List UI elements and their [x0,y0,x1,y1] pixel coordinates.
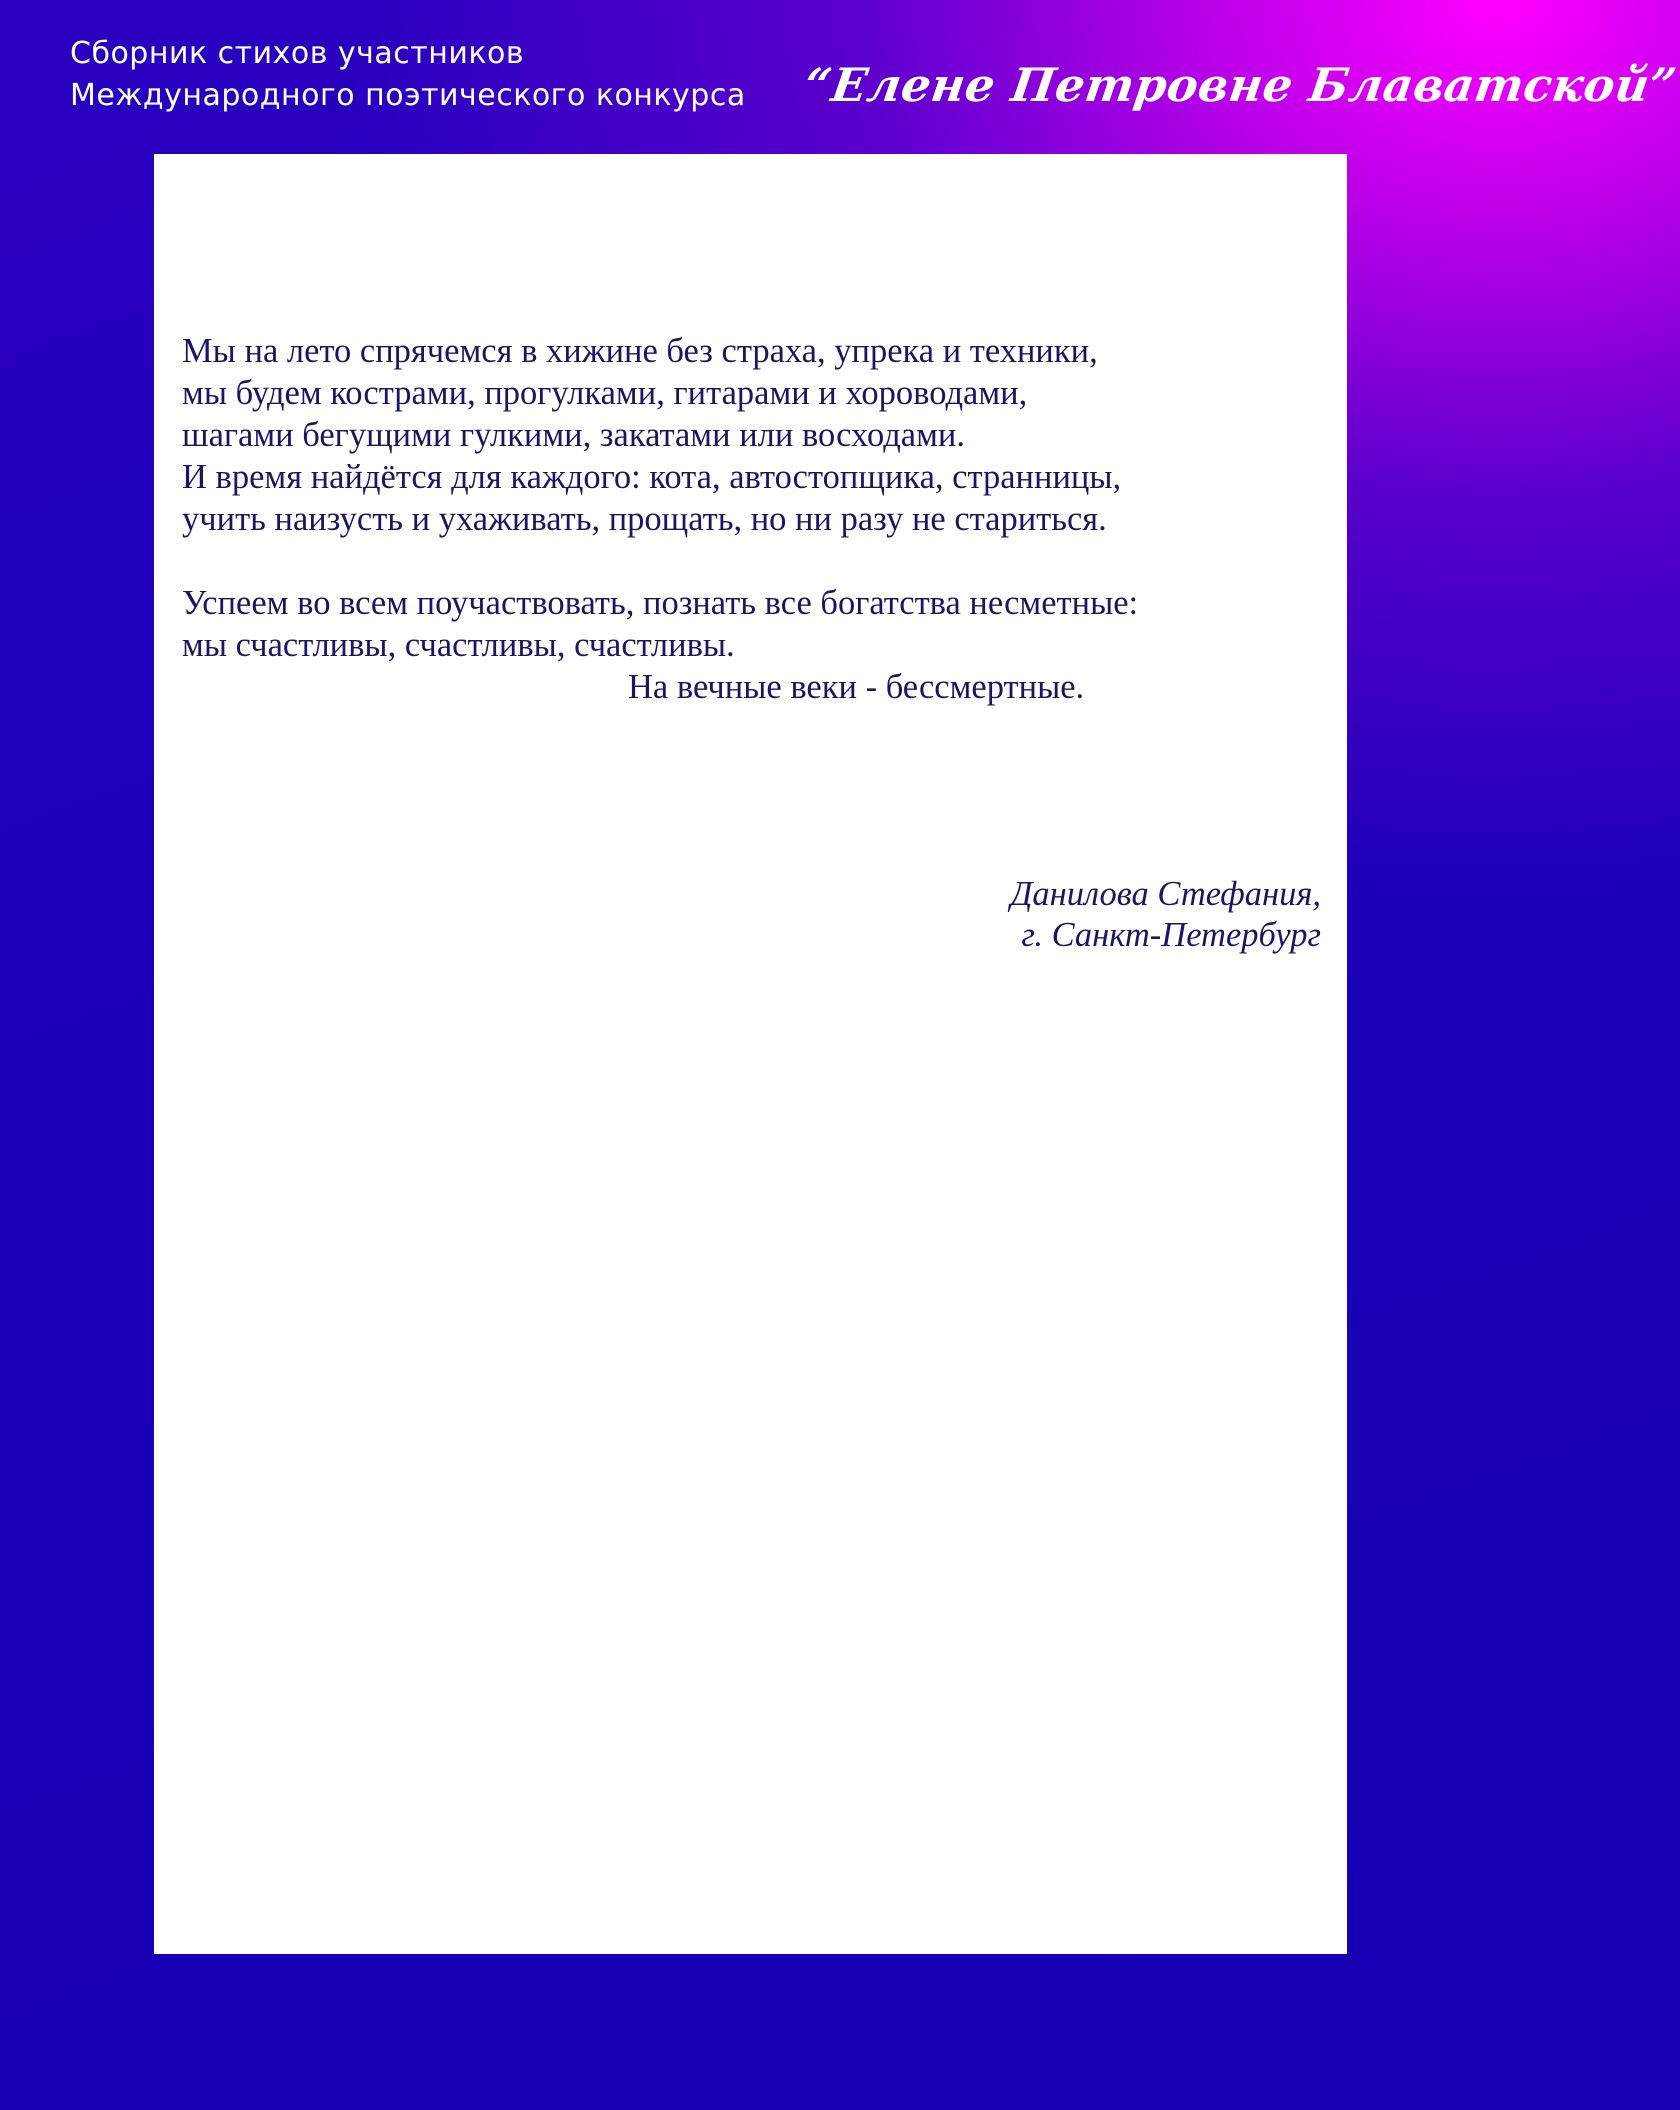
header [70,36,1680,126]
poem-line: учить наизусть и ухаживать, прощать, но ни разу не стариться. [182,500,1107,538]
contest-title: “Елене Петровне Блаватской” [801,58,1680,112]
poem [182,330,1322,708]
poem-line: мы будем кострами, прогулками, гитарами и хороводами, [182,374,1028,412]
author-name: Данилова Стефания, [1010,875,1321,913]
author-city: г. Санкт-Петербург [1021,916,1321,954]
poem-line: шагами бегущими гулкими, закатами или восходами. [182,416,965,454]
poem-line: мы счастливы, счастливы, счастливы. [182,626,735,664]
poem-line: И время найдётся для каждого: кота, автостопщика, странницы, [182,458,1122,496]
poem-line: Мы на лето спрячемся в хижине без страха, упрека и техники, [182,332,1098,370]
poem-line-indented: На вечные веки - бессмертные. [628,668,1085,706]
header-collection-title: Сборник стихов участников [70,36,525,71]
page-panel [154,154,1347,1954]
poem-line: Успеем во всем поучаствовать, познать все богатства несметные: [182,584,1139,622]
stanza-gap [182,540,1322,582]
signature [1010,874,1321,956]
header-contest-label: Международного поэтического конкурса [70,78,746,113]
